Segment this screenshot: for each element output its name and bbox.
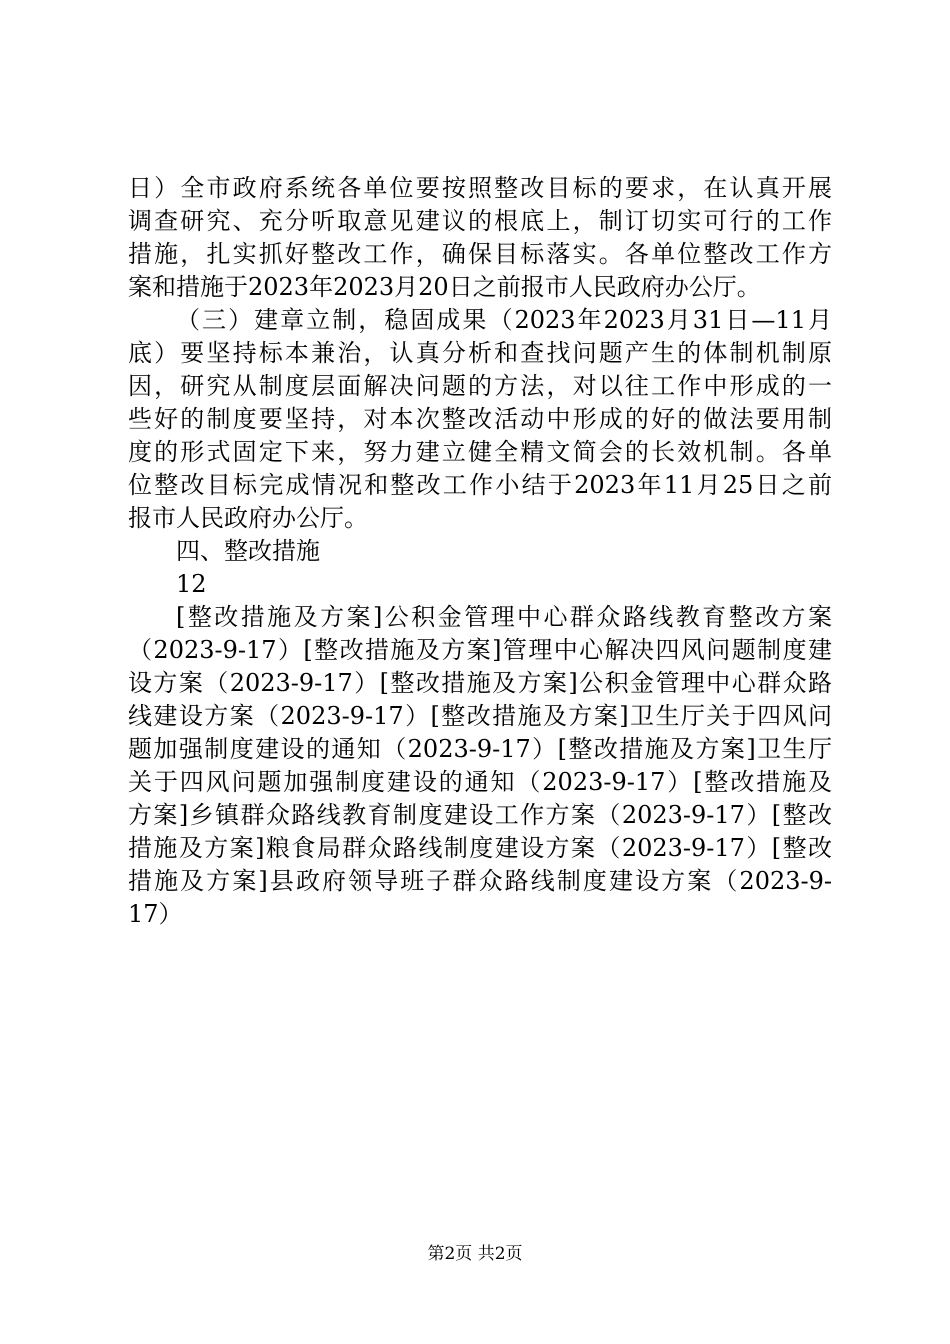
text-line: 位整改目标完成情况和整改工作小结于2023年11月25日之前 <box>128 471 832 499</box>
text-line: 12 <box>176 570 207 598</box>
page-footer: 第2页 共2页 <box>427 1244 523 1264</box>
text-line: 日）全市政府系统各单位要按照整改目标的要求，在认真开展 <box>128 174 832 202</box>
text-line: 措施及方案]粮食局群众路线制度建设方案（2023-9-17）[整改 <box>128 834 832 862</box>
text-line: 些好的制度要坚持，对本次整改活动中形成的好的做法要用制 <box>128 405 832 433</box>
text-line: 度的形式固定下来，努力建立健全精文简会的长效机制。各单 <box>128 438 832 466</box>
paragraph-related-links <box>128 601 832 931</box>
text-line: 措施，扎实抓好整改工作，确保目标落实。各单位整改工作方 <box>128 240 832 268</box>
text-line: 方案]乡镇群众路线教育制度建设工作方案（2023-9-17）[整改 <box>128 801 832 829</box>
text-line: 17） <box>128 900 183 928</box>
paragraph-rules-building <box>128 304 832 535</box>
text-line: （三）建章立制，稳固成果（2023年2023月31日—11月 <box>176 306 832 334</box>
text-line: 调查研究、充分听取意见建议的根底上，制订切实可行的工作 <box>128 207 832 235</box>
document-body <box>128 172 832 931</box>
text-line: 底）要坚持标本兼治，认真分析和查找问题产生的体制机制原 <box>128 339 832 367</box>
text-line: 线建设方案（2023-9-17）[整改措施及方案]卫生厅关于四风问 <box>128 702 832 730</box>
text-line: 措施及方案]县政府领导班子群众路线制度建设方案（2023-9- <box>128 867 832 895</box>
text-line: 关于四风问题加强制度建设的通知（2023-9-17）[整改措施及 <box>128 768 832 796</box>
paragraph-work-measures <box>128 172 832 304</box>
text-line: [整改措施及方案]公积金管理中心群众路线教育整改方案 <box>176 603 832 631</box>
paragraph-number <box>128 568 832 601</box>
text-line: 案和措施于2023年2023月20日之前报市人民政府办公厅。 <box>128 273 761 301</box>
text-line: 报市人民政府办公厅。 <box>128 504 368 532</box>
section-heading <box>128 535 832 568</box>
text-line: 题加强制度建设的通知（2023-9-17）[整改措施及方案]卫生厅 <box>128 735 832 763</box>
text-line: （2023-9-17）[整改措施及方案]管理中心解决四风问题制度建 <box>128 636 832 664</box>
section-title: 四、整改措施 <box>176 537 320 565</box>
text-line: 因，研究从制度层面解决问题的方法，对以往工作中形成的一 <box>128 372 832 400</box>
text-line: 设方案（2023-9-17）[整改措施及方案]公积金管理中心群众路 <box>128 669 832 697</box>
